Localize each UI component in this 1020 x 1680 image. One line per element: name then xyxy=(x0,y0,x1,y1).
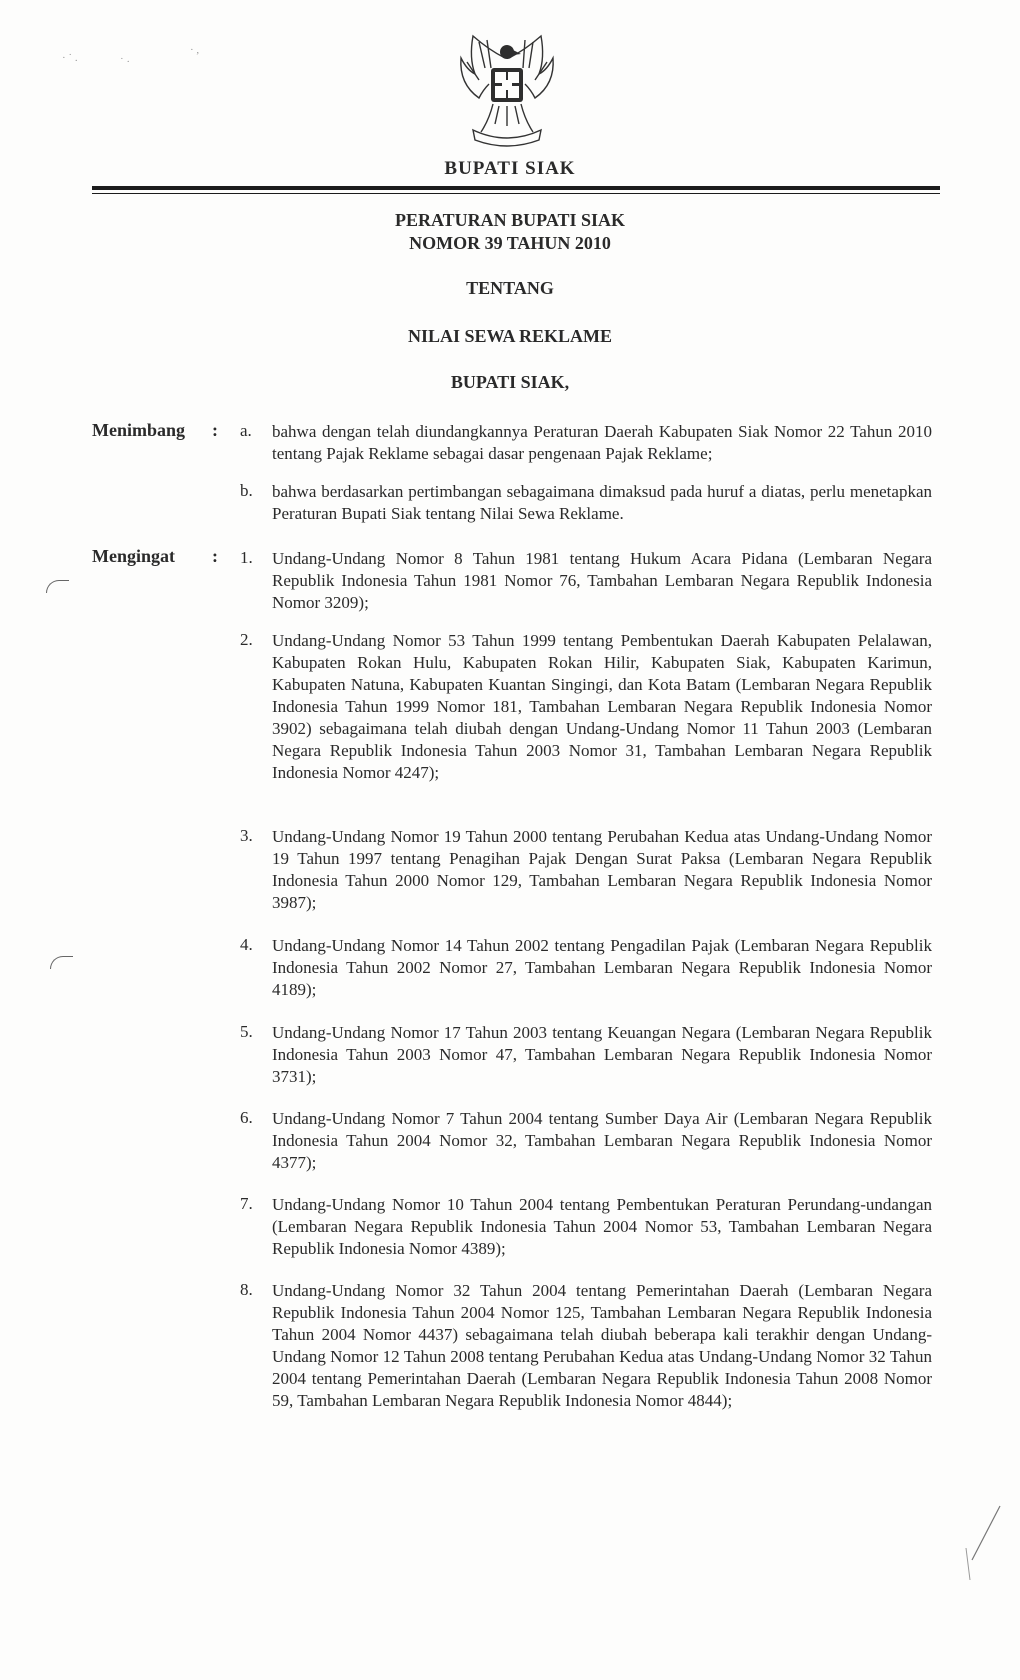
mengingat-item: Undang-Undang Nomor 53 Tahun 1999 tentang Pembentukan Daerah Kabupaten Pelalawan, Kabupaten Rokan Hulu, Kabupaten Rokan Hilir, Kabupaten Siak, Kabupaten Karimun, Kabupaten Natuna, Kabupaten Kuantan Singingi, dan Kota Batam (Lembaran Negara Republik Indonesia Tahun 1999 Nomor 181, Tambahan Lembaran Negara Republik Indonesia Nomor 3902) sebagaimana telah diubah dengan Undang-Undang Nomor 11 Tahun 2003 (Lembaran Negara Republik Indonesia Tahun 2003 Nomor 31, Tambahan Lembaran Negara Republik Indonesia Nomor 4247); xyxy=(272,631,932,782)
mengingat-item: Undang-Undang Nomor 17 Tahun 2003 tentang Keuangan Negara (Lembaran Negara Republik Indonesia Tahun 2003 Nomor 47, Tambahan Lembaran Negara Republik Indonesia Nomor 3731); xyxy=(272,1023,932,1086)
menimbang-label: Menimbang xyxy=(92,420,186,440)
regulation-title: PERATURAN BUPATI SIAK xyxy=(394,210,626,230)
list-marker: 3. xyxy=(240,826,253,845)
list-marker: 8. xyxy=(240,1280,253,1299)
regulation-subject: NILAI SEWA REKLAME xyxy=(407,326,613,346)
menimbang-item: bahwa berdasarkan pertimbangan sebagaimana dimaksud pada huruf a diatas, perlu menetapkan Peraturan Bupati Siak tentang Nilai Sewa Reklame. xyxy=(272,482,932,523)
scan-speck: ˙ · xyxy=(120,56,131,68)
list-marker: 4. xyxy=(240,935,253,954)
authority-heading: BUPATI SIAK, xyxy=(450,372,570,392)
garuda-emblem-icon xyxy=(445,28,569,152)
menimbang-item: bahwa dengan telah diundangkannya Peraturan Daerah Kabupaten Siak Nomor 22 Tahun 2010 tentang Pajak Reklame sebagai dasar pengenaan Pajak Reklame; xyxy=(272,422,932,463)
list-marker: 2. xyxy=(240,630,253,649)
scan-slash-mark xyxy=(960,1502,1006,1584)
mengingat-colon: : xyxy=(212,546,218,566)
list-marker: b. xyxy=(240,481,253,500)
mengingat-item: Undang-Undang Nomor 19 Tahun 2000 tentang Perubahan Kedua atas Undang-Undang Nomor 19 Tahun 1997 tentang Penagihan Pajak Dengan Surat Paksa (Lembaran Negara Republik Indonesia Tahun 2000 Nomor 129, Tambahan Lembaran Negara Republik Indonesia Nomor 3987); xyxy=(272,827,932,912)
scan-speck: · , xyxy=(190,44,200,56)
scan-mark xyxy=(46,580,69,593)
scan-speck: · ˙ . xyxy=(62,52,78,64)
mengingat-label: Mengingat xyxy=(92,546,175,566)
issuer-name: BUPATI SIAK xyxy=(444,158,576,179)
tentang-heading: TENTANG xyxy=(466,278,554,298)
mengingat-item: Undang-Undang Nomor 7 Tahun 2004 tentang Sumber Daya Air (Lembaran Negara Republik Indonesia Tahun 2004 Nomor 32, Tambahan Lembaran Negara Republik Indonesia Nomor 4377); xyxy=(272,1109,932,1172)
list-marker: 6. xyxy=(240,1108,253,1127)
list-marker: a. xyxy=(240,421,252,440)
mengingat-item: Undang-Undang Nomor 8 Tahun 1981 tentang Hukum Acara Pidana (Lembaran Negara Republik Indonesia Tahun 1981 Nomor 76, Tambahan Lembaran Negara Republik Indonesia Nomor 3209); xyxy=(272,549,932,612)
header-divider-thick xyxy=(92,186,940,190)
header-divider-thin xyxy=(92,193,940,194)
list-marker: 7. xyxy=(240,1194,253,1213)
list-marker: 5. xyxy=(240,1022,253,1041)
mengingat-item: Undang-Undang Nomor 32 Tahun 2004 tentang Pemerintahan Daerah (Lembaran Negara Republik Indonesia Tahun 2004 Nomor 125, Tambahan Lembaran Negara Republik Indonesia Tahun 2004 Nomor 4437) sebagaimana telah diubah beberapa kali terakhir dengan Undang-Undang Nomor 12 Tahun 2008 tentang Perubahan Kedua atas Undang-Undang Nomor 32 Tahun 2004 tentang Pemerintahan Daerah (Lembaran Negara Republik Indonesia Tahun 2008 Nomor 59, Tambahan Lembaran Negara Republik Indonesia Nomor 4844); xyxy=(272,1281,932,1410)
mengingat-item: Undang-Undang Nomor 10 Tahun 2004 tentang Pembentukan Peraturan Perundang-undangan (Lembaran Negara Republik Indonesia Tahun 2004 Nomor 53, Tambahan Lembaran Negara Republik Indonesia Nomor 4389); xyxy=(272,1195,932,1258)
mengingat-item: Undang-Undang Nomor 14 Tahun 2002 tentang Pengadilan Pajak (Lembaran Negara Republik Indonesia Tahun 2002 Nomor 27, Tambahan Lembaran Negara Republik Indonesia Nomor 4189); xyxy=(272,936,932,999)
regulation-number: NOMOR 39 TAHUN 2010 xyxy=(409,233,611,253)
scan-mark xyxy=(50,956,73,969)
list-marker: 1. xyxy=(240,548,253,567)
menimbang-colon: : xyxy=(212,420,218,440)
